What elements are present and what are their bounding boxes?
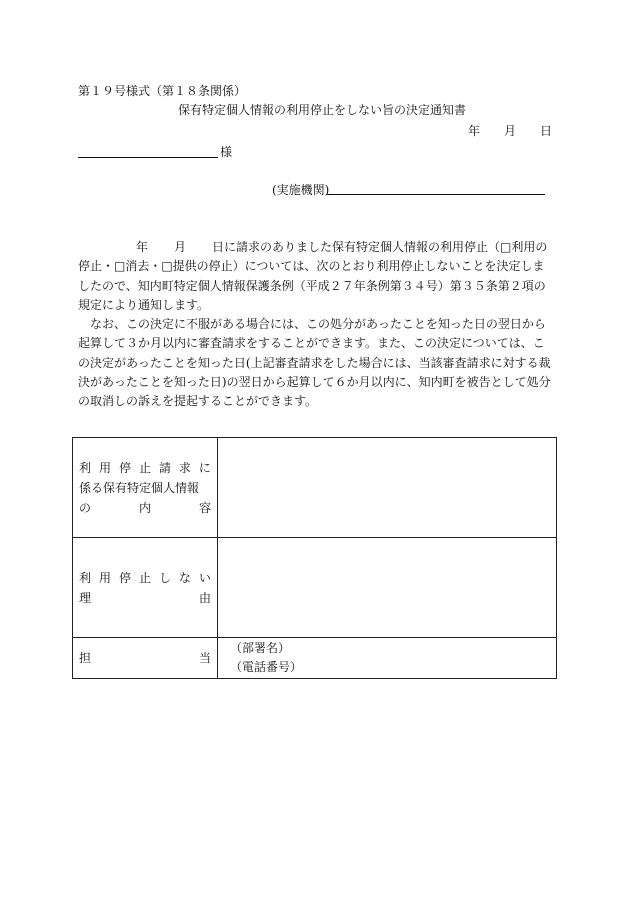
agency-name-line [327, 181, 545, 195]
contact-value-cell[interactable] [218, 638, 557, 679]
notice-paragraph-1 [78, 238, 556, 315]
label-line [79, 588, 211, 608]
phone-label: （電話番号） [230, 660, 303, 674]
date-line [468, 122, 552, 139]
form-number: 第１９号様式（第１８条関係） [78, 84, 247, 98]
label-char: の [79, 500, 92, 515]
label-char: 当 [198, 651, 211, 665]
label-char: し [158, 570, 171, 585]
label-line: 係る保有特定個人情報 [79, 480, 200, 495]
table-row-reason [73, 538, 557, 638]
date-day: 日 [540, 124, 553, 138]
date-month: 月 [504, 124, 517, 138]
label-char: に [198, 460, 211, 475]
decision-info-table [72, 437, 557, 679]
paragraph-2-text: なお、この決定に不服がある場合には、この処分があったことを知った日の翌日から起算して３か月以内に審査請求をすることができます。また、この決定については、この決定があったことを知った日(上記審査請求をした場合には、当該審査請求に対する裁決があったことを知った日)の翌日から起算して６か月以内に、知内町を被告として処分の取消しの訴えを提起することができます。 [78, 317, 551, 409]
label-char: 理 [79, 590, 92, 605]
table-row-request-content [73, 438, 557, 538]
request-year: 年 [136, 240, 149, 254]
paragraph-1-text: 日に請求のありました保有特定個人情報の利用停止（□利用の停止・□消去・□提供の停止）については、次のとおり利用停止しないことを決定しましたので、知内町特定個人情報保護条例（平成２７年条例第３４号）第３５条第２項の規定により通知します。 [78, 240, 548, 312]
label-char: 利 [79, 570, 92, 585]
label-request-content [73, 438, 218, 538]
document-title: 保有特定個人情報の利用停止をしない旨の決定通知書 [178, 103, 467, 117]
label-char: な [178, 570, 191, 585]
label-line [79, 498, 211, 518]
notice-body [78, 238, 556, 412]
recipient-name-line [78, 145, 218, 158]
label-char: 停 [118, 460, 131, 475]
label-char: 用 [98, 570, 111, 585]
label-line [79, 648, 211, 668]
request-content-value-cell[interactable] [218, 438, 557, 538]
reason-value-cell[interactable] [218, 538, 557, 638]
label-char: 容 [198, 500, 211, 515]
label-contact [73, 638, 218, 679]
notice-paragraph-2 [78, 315, 556, 411]
label-char: 求 [178, 460, 191, 475]
label-char: 停 [118, 570, 131, 585]
date-year: 年 [468, 124, 481, 138]
department-label: （部署名） [230, 641, 291, 655]
request-month: 月 [174, 240, 187, 254]
label-char: 担 [79, 651, 92, 665]
label-char: い [198, 570, 211, 585]
table-row-contact [73, 638, 557, 679]
recipient-honorific: 様 [220, 145, 233, 159]
label-line [79, 458, 211, 478]
label-char: 止 [138, 570, 151, 585]
label-char: 請 [158, 460, 171, 475]
label-line [79, 568, 211, 588]
label-char: 利 [79, 460, 92, 475]
label-char: 内 [138, 500, 151, 515]
label-char: 由 [198, 590, 211, 605]
label-char: 止 [138, 460, 151, 475]
agency-label: (実施機関) [272, 183, 330, 197]
label-reason [73, 538, 218, 638]
label-char: 用 [98, 460, 111, 475]
